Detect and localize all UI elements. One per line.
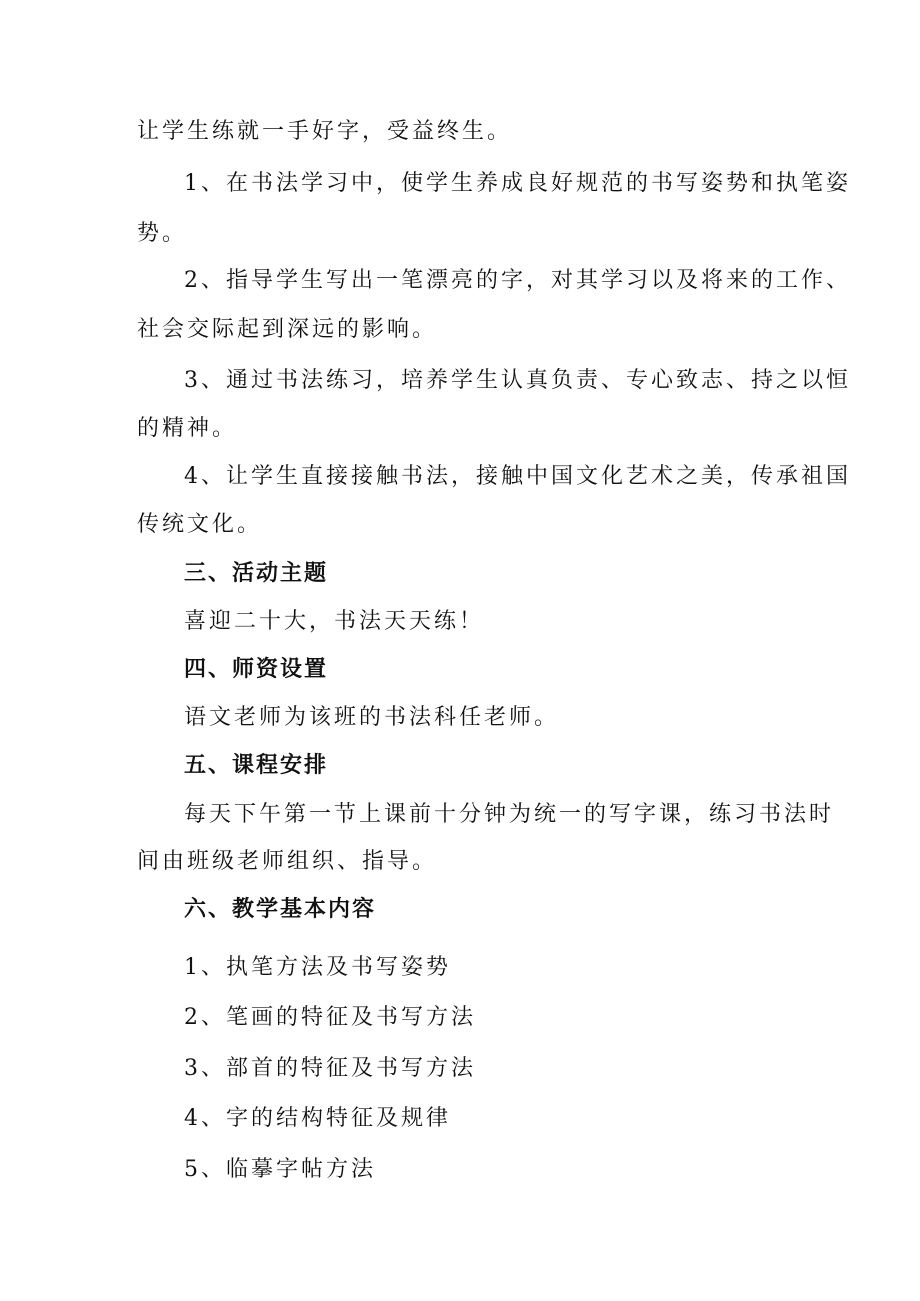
list-item-goal-2: 2、指导学生写出一笔漂亮的字，对其学习以及将来的工作、 <box>184 268 851 293</box>
list-item-goal-1: 1、在书法学习中，使学生养成良好规范的书写姿势和执笔姿 <box>184 171 851 196</box>
paragraph-line: 让学生练就一手好字，受益终生。 <box>137 119 513 144</box>
section-heading-schedule: 五、课程安排 <box>184 753 329 778</box>
content-item-5: 5、临摹字帖方法 <box>184 1157 376 1182</box>
section-heading-content: 六、教学基本内容 <box>184 897 377 922</box>
list-item-goal-3: 3、通过书法练习，培养学生认真负责、专心致志、持之以恒 <box>184 368 851 393</box>
list-item-goal-4-continued: 传统文化。 <box>137 512 263 537</box>
list-item-goal-4: 4、让学生直接接触书法，接触中国文化艺术之美，传承祖国 <box>184 464 851 489</box>
teachers-text: 语文老师为该班的书法科任老师。 <box>184 705 560 730</box>
section-heading-theme: 三、活动主题 <box>184 561 329 586</box>
list-item-goal-1-continued: 势。 <box>137 221 188 246</box>
schedule-text-continued: 间由班级老师组织、指导。 <box>137 849 438 874</box>
content-item-2: 2、笔画的特征及书写方法 <box>184 1005 476 1030</box>
theme-text: 喜迎二十大，书法天天练！ <box>184 609 485 634</box>
content-item-4: 4、字的结构特征及规律 <box>184 1106 451 1131</box>
section-heading-teachers: 四、师资设置 <box>184 657 329 682</box>
schedule-text: 每天下午第一节上课前十分钟为统一的写字课，练习书法时 <box>184 802 835 827</box>
list-item-goal-2-continued: 社会交际起到深远的影响。 <box>137 317 438 342</box>
list-item-goal-3-continued: 的精神。 <box>137 416 238 441</box>
content-item-1: 1、执笔方法及书写姿势 <box>184 955 451 980</box>
content-item-3: 3、部首的特征及书写方法 <box>184 1056 476 1081</box>
